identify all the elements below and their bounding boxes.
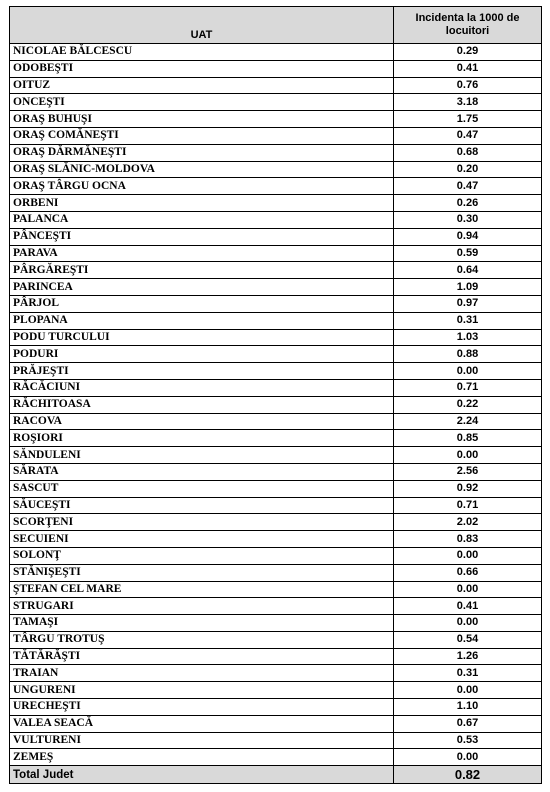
incidence-value-cell: 0.31	[394, 665, 542, 682]
table-row	[10, 581, 542, 598]
table-row	[10, 363, 542, 380]
incidence-value-cell: 0.26	[394, 195, 542, 212]
uat-name-cell: ORBENI	[10, 195, 394, 212]
uat-name-cell: RĂCHITOASA	[10, 396, 394, 413]
table-row	[10, 715, 542, 732]
incidence-value-cell: 1.75	[394, 111, 542, 128]
uat-name-cell: SASCUT	[10, 480, 394, 497]
uat-name-cell: SĂRATA	[10, 463, 394, 480]
table-row	[10, 514, 542, 531]
table-row	[10, 111, 542, 128]
table-row	[10, 463, 542, 480]
incidence-value-cell: 0.83	[394, 531, 542, 548]
incidence-value-cell: 0.53	[394, 732, 542, 749]
uat-name-cell: PARAVA	[10, 245, 394, 262]
table-row	[10, 564, 542, 581]
incidence-value-cell: 0.00	[394, 547, 542, 564]
incidence-value-cell: 0.00	[394, 447, 542, 464]
incidence-value-cell: 0.92	[394, 480, 542, 497]
table-row	[10, 615, 542, 632]
uat-name-cell: ORAŞ BUHUŞI	[10, 111, 394, 128]
incidence-column-header: Incidenta la 1000 de locuitori	[394, 7, 542, 44]
uat-name-cell: NICOLAE BĂLCESCU	[10, 44, 394, 61]
uat-column-header: UAT	[10, 7, 394, 44]
uat-name-cell: SCORŢENI	[10, 514, 394, 531]
table-row	[10, 379, 542, 396]
uat-name-cell: PODURI	[10, 346, 394, 363]
incidence-value-cell: 0.97	[394, 295, 542, 312]
incidence-value-cell: 2.02	[394, 514, 542, 531]
uat-name-cell: TRAIAN	[10, 665, 394, 682]
table-row	[10, 44, 542, 61]
uat-name-cell: TĂTĂRĂŞTI	[10, 648, 394, 665]
incidence-value-cell: 0.85	[394, 430, 542, 447]
table-row	[10, 127, 542, 144]
total-row	[10, 766, 542, 784]
table-row	[10, 699, 542, 716]
table-row	[10, 77, 542, 94]
table-row	[10, 732, 542, 749]
table-row	[10, 430, 542, 447]
incidence-value-cell: 0.68	[394, 144, 542, 161]
uat-name-cell: URECHEŞTI	[10, 699, 394, 716]
incidence-value-cell: 0.64	[394, 262, 542, 279]
incidence-value-cell: 0.29	[394, 44, 542, 61]
table-row	[10, 480, 542, 497]
table-row	[10, 682, 542, 699]
table-row	[10, 396, 542, 413]
table-row	[10, 262, 542, 279]
total-value: 0.82	[394, 766, 542, 784]
table-row	[10, 547, 542, 564]
uat-name-cell: SOLONŢ	[10, 547, 394, 564]
table-row	[10, 312, 542, 329]
incidence-value-cell: 0.71	[394, 497, 542, 514]
incidence-value-cell: 0.66	[394, 564, 542, 581]
uat-name-cell: RĂCĂCIUNI	[10, 379, 394, 396]
table-row	[10, 245, 542, 262]
uat-name-cell: ORAŞ SLĂNIC-MOLDOVA	[10, 161, 394, 178]
incidence-value-cell: 0.67	[394, 715, 542, 732]
incidence-value-cell: 1.26	[394, 648, 542, 665]
uat-name-cell: UNGURENI	[10, 682, 394, 699]
uat-name-cell: PRĂJEŞTI	[10, 363, 394, 380]
table-row	[10, 279, 542, 296]
incidence-value-cell: 0.22	[394, 396, 542, 413]
uat-name-cell: ZEMEŞ	[10, 749, 394, 766]
uat-name-cell: PLOPANA	[10, 312, 394, 329]
uat-name-cell: ROŞIORI	[10, 430, 394, 447]
incidence-value-cell: 0.47	[394, 127, 542, 144]
uat-name-cell: ODOBEŞTI	[10, 60, 394, 77]
uat-name-cell: PODU TURCULUI	[10, 329, 394, 346]
table-header-row	[10, 7, 542, 44]
incidence-value-cell: 0.76	[394, 77, 542, 94]
uat-name-cell: SĂNDULENI	[10, 447, 394, 464]
uat-name-cell: STRUGARI	[10, 598, 394, 615]
table-row	[10, 161, 542, 178]
incidence-table	[9, 6, 542, 784]
uat-name-cell: ORAŞ DĂRMĂNEŞTI	[10, 144, 394, 161]
incidence-value-cell: 1.09	[394, 279, 542, 296]
incidence-value-cell: 0.00	[394, 682, 542, 699]
incidence-value-cell: 0.88	[394, 346, 542, 363]
table-row	[10, 447, 542, 464]
incidence-value-cell: 0.54	[394, 631, 542, 648]
incidence-value-cell: 0.00	[394, 749, 542, 766]
table-row	[10, 144, 542, 161]
uat-name-cell: VALEA SEACĂ	[10, 715, 394, 732]
table-row	[10, 329, 542, 346]
incidence-value-cell: 0.00	[394, 581, 542, 598]
table-row	[10, 497, 542, 514]
uat-name-cell: VULTURENI	[10, 732, 394, 749]
incidence-value-cell: 0.47	[394, 178, 542, 195]
table-row	[10, 749, 542, 766]
incidence-value-cell: 0.00	[394, 615, 542, 632]
incidence-value-cell: 1.03	[394, 329, 542, 346]
table-row	[10, 211, 542, 228]
uat-name-cell: ONCEŞTI	[10, 94, 394, 111]
incidence-value-cell: 0.71	[394, 379, 542, 396]
uat-name-cell: ORAŞ COMĂNEŞTI	[10, 127, 394, 144]
table-row	[10, 94, 542, 111]
table-row	[10, 60, 542, 77]
uat-name-cell: PÂRGĂREŞTI	[10, 262, 394, 279]
uat-name-cell: PÂRJOL	[10, 295, 394, 312]
table-row	[10, 346, 542, 363]
uat-name-cell: TÂRGU TROTUŞ	[10, 631, 394, 648]
table-row	[10, 648, 542, 665]
uat-name-cell: STĂNIŞEŞTI	[10, 564, 394, 581]
uat-name-cell: OITUZ	[10, 77, 394, 94]
incidence-value-cell: 2.56	[394, 463, 542, 480]
table-body	[10, 44, 542, 766]
table-row	[10, 413, 542, 430]
uat-name-cell: PÂNCEŞTI	[10, 228, 394, 245]
total-label: Total Judet	[10, 766, 394, 784]
incidence-value-cell: 0.31	[394, 312, 542, 329]
incidence-value-cell: 0.30	[394, 211, 542, 228]
uat-name-cell: ORAŞ TÂRGU OCNA	[10, 178, 394, 195]
uat-name-cell: PARINCEA	[10, 279, 394, 296]
table-row	[10, 228, 542, 245]
incidence-value-cell: 0.59	[394, 245, 542, 262]
table-row	[10, 631, 542, 648]
uat-name-cell: RACOVA	[10, 413, 394, 430]
incidence-value-cell: 0.20	[394, 161, 542, 178]
table-row	[10, 665, 542, 682]
uat-name-cell: SECUIENI	[10, 531, 394, 548]
uat-name-cell: SĂUCEŞTI	[10, 497, 394, 514]
table-row	[10, 295, 542, 312]
uat-name-cell: PALANCA	[10, 211, 394, 228]
incidence-value-cell: 0.00	[394, 363, 542, 380]
table-row	[10, 195, 542, 212]
incidence-value-cell: 1.10	[394, 699, 542, 716]
incidence-value-cell: 3.18	[394, 94, 542, 111]
uat-name-cell: ŞTEFAN CEL MARE	[10, 581, 394, 598]
table-row	[10, 178, 542, 195]
incidence-value-cell: 2.24	[394, 413, 542, 430]
incidence-value-cell: 0.94	[394, 228, 542, 245]
uat-name-cell: TAMAŞI	[10, 615, 394, 632]
table-row	[10, 598, 542, 615]
incidence-value-cell: 0.41	[394, 598, 542, 615]
incidence-value-cell: 0.41	[394, 60, 542, 77]
table-row	[10, 531, 542, 548]
